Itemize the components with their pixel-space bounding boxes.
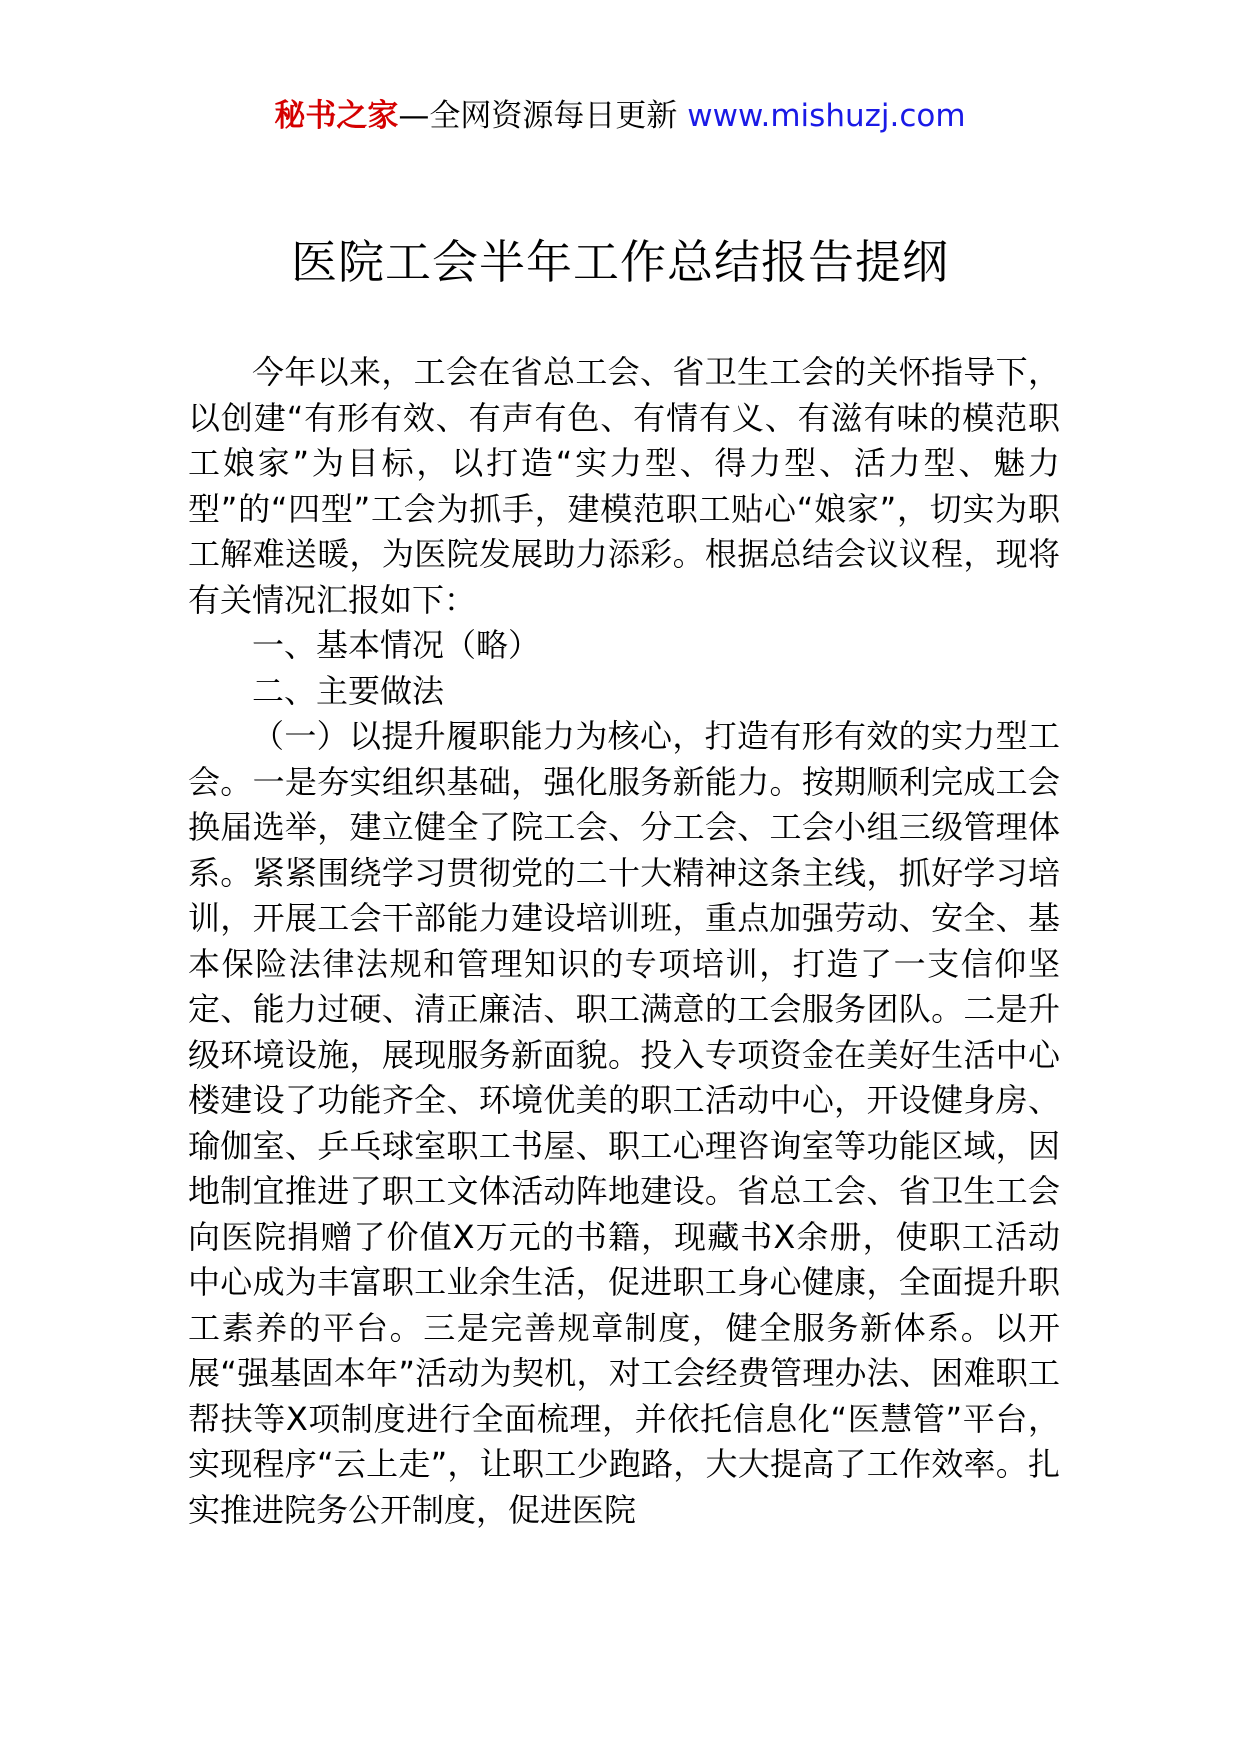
brand-name: 秘书之家 [274,98,399,134]
document-title: 医院工会半年工作总结报告提纲 [291,235,949,289]
section-heading-basic: 一、基本情况（略） [252,626,541,664]
site-banner [0,96,1240,136]
document-body [188,350,1060,1533]
practice-paragraph-1: （一）以提升履职能力为核心，打造有形有效的实力型工会。一是夯实组织基础，强化服务新能力。按期顺利完成工会换届选举，建立健全了院工会、分工会、工会小组三级管理体系。紧紧围绕学习贯彻党的二十大精神这条主线，抓好学习培训，开展工会干部能力建设培训班，重点加强劳动、安全、基本保险法律法规和管理知识的专项培训，打造了一支信仰坚定、能力过硬、清正廉洁、职工满意的工会服务团队。二是升级环境设施，展现服务新面貌。投入专项资金在美好生活中心楼建设了功能齐全、环境优美的职工活动中心，开设健身房、瑜伽室、乒乓球室职工书屋、职工心理咨询室等功能区域，因地制宜推进了职工文体活动阵地建设。省总工会、省卫生工会向医院捐赠了价值X万元的书籍，现藏书X余册，使职工活动中心成为丰富职工业余生活，促进职工身心健康，全面提升职工素养的平台。三是完善规章制度，健全服务新体系。以开展“强基固本年”活动为契机，对工会经费管理办法、困难职工帮扶等X项制度进行全面梳理，并依托信息化“医慧管”平台，实现程序“云上走”，让职工少跑路，大大提高了工作效率。扎实推进院务公开制度，促进医院 [188,717,1060,1529]
site-url: www.mishuzj.com [687,98,966,134]
section-heading-practices: 二、主要做法 [252,671,445,710]
banner-tagline: —全网资源每日更新 [398,98,688,134]
intro-paragraph: 今年以来，工会在省总工会、省卫生工会的关怀指导下，以创建“有形有效、有声有色、有情有义、有滋有味的模范职工娘家”为目标，以打造“实力型、得力型、活力型、魅力型”的“四型”工会为抓手，建模范职工贴心“娘家”，切实为职工解难送暖，为医院发展助力添彩。根据总结会议议程，现将有关情况汇报如下： [188,353,1060,619]
